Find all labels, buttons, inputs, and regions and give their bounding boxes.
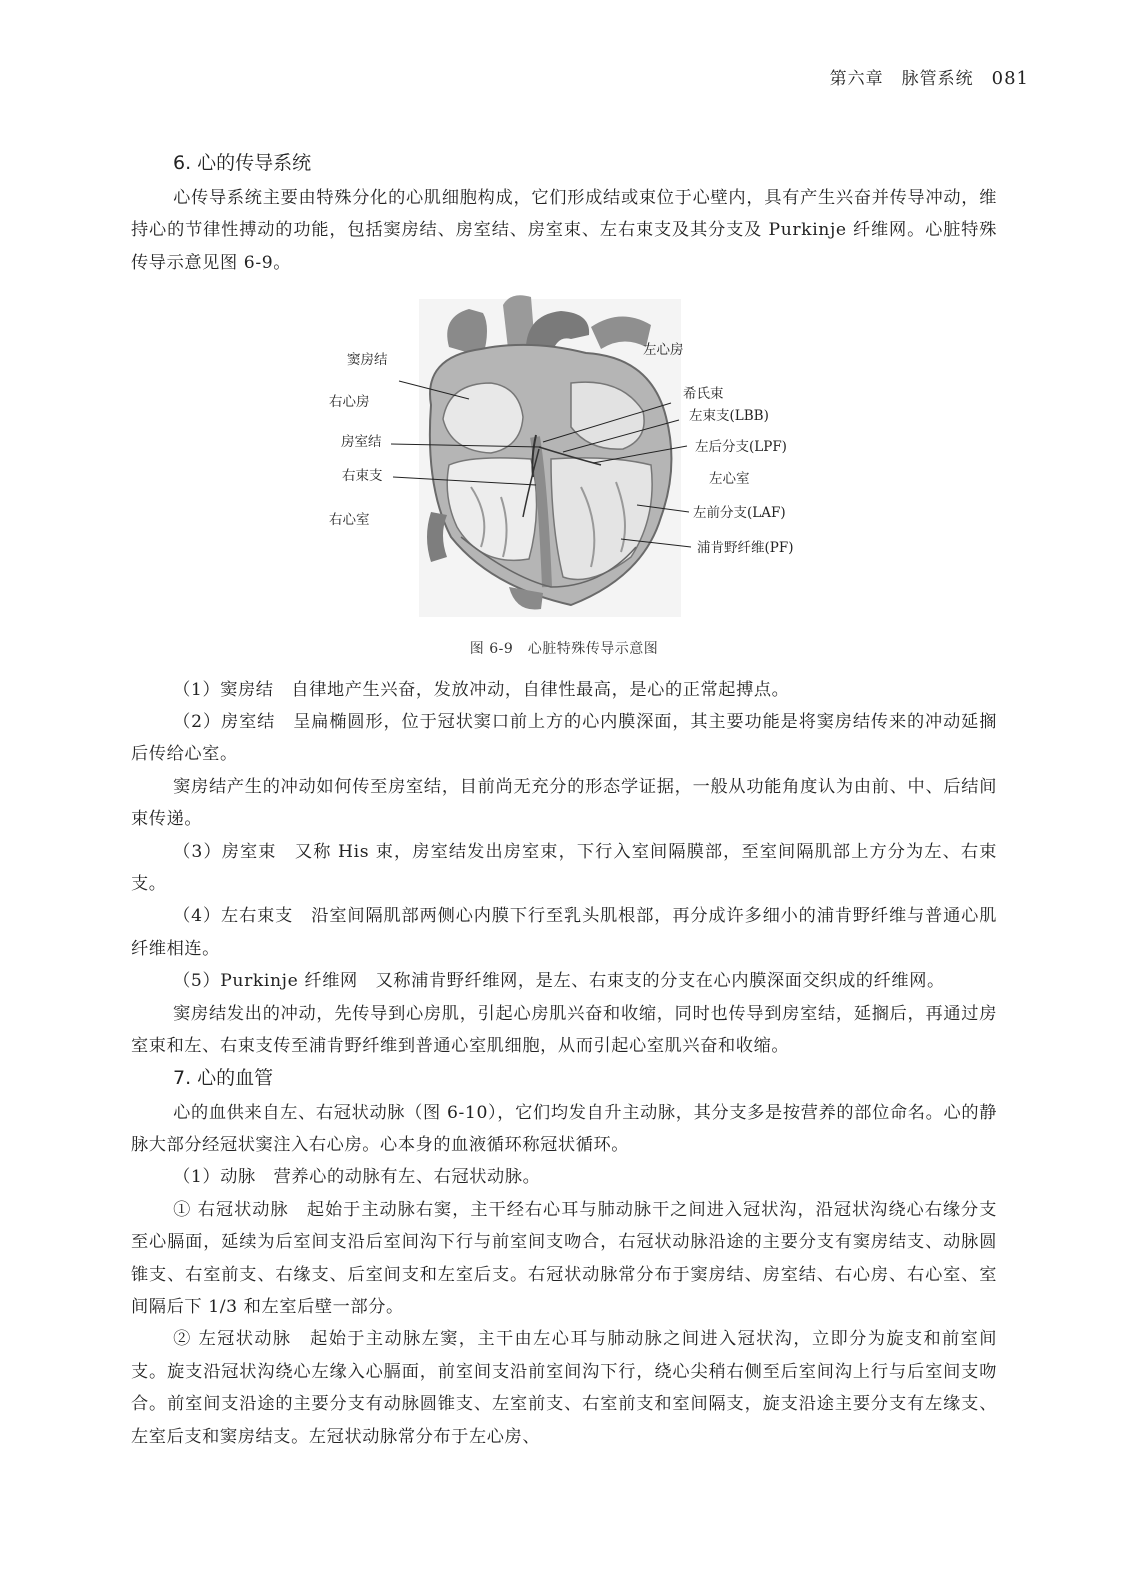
label-left-posterior-fascicle: 左后分支(LPF) bbox=[695, 439, 787, 456]
item-sinoatrial-node bbox=[131, 674, 997, 706]
heart-illustration bbox=[419, 295, 681, 617]
heart-conduction-diagram bbox=[131, 287, 997, 627]
section-heading-vessels: 7. 心的血管 bbox=[173, 1066, 274, 1089]
running-header bbox=[830, 64, 1029, 89]
item-label: （2）房室结 bbox=[173, 712, 276, 733]
page-number: 081 bbox=[991, 68, 1029, 89]
label-right-bundle-branch: 右束支 bbox=[342, 468, 383, 485]
item-label: （1）动脉 bbox=[173, 1167, 256, 1188]
label-left-anterior-fascicle: 左前分支(LAF) bbox=[693, 505, 786, 522]
item-text: 营养心的动脉有左、右冠状动脉。 bbox=[273, 1167, 541, 1188]
item-text: 起始于主动脉右窦，主干经右心耳与肺动脉干之间进入冠状沟，沿冠状沟绕心右缘分支至心膈面，延续为后室间支沿后室间沟下行与前室间支吻合，右冠状动脉沿途的主要分支有窦房结支、动脉圆锥支、右室前支、右缘支、后室间支和左室后支。右冠状动脉常分布于窦房结、房室结、右心房、右心室、室间隔后下 1/3 和左室后壁一部分。 bbox=[131, 1199, 998, 1317]
item-purkinje-network bbox=[131, 965, 997, 997]
vessels-intro: 心的血供来自左、右冠状动脉（图 6-10），它们均发自升主动脉，其分支多是按营养的部位命名。心的静脉大部分经冠状窦注入右心房。心本身的血液循环称冠状循环。 bbox=[131, 1102, 997, 1155]
section-heading-conduction: 6. 心的传导系统 bbox=[173, 152, 312, 174]
item-left-coronary-artery bbox=[131, 1323, 997, 1453]
figure-caption: 图 6-9 心脏特殊传导示意图 bbox=[469, 641, 659, 658]
item-label: （1）窦房结 bbox=[173, 679, 274, 700]
conduction-intro: 心传导系统主要由特殊分化的心肌细胞构成，它们形成结或束位于心壁内，具有产生兴奋并传导冲动，维持心的节律性搏动的功能，包括窦房结、房室结、房室束、左右束支及其分支及 Purkinje 纤维网。心脏特殊传导示意见图 6-9。 bbox=[131, 188, 997, 273]
label-his-bundle: 希氏束 bbox=[683, 386, 724, 403]
item-label: （5）Purkinje 纤维网 bbox=[173, 971, 358, 992]
item-arteries bbox=[131, 1161, 997, 1193]
label-sinoatrial-node: 窦房结 bbox=[347, 352, 388, 369]
item-label: ② 左冠状动脉 bbox=[173, 1329, 292, 1350]
item-text: 起始于主动脉左窦，主干由左心耳与肺动脉之间进入冠状沟，立即分为旋支和前室间支。旋支沿冠状沟绕心左缘入心膈面，前室间支沿前室间沟下行，绕心尖稍右侧至后室间沟上行与后室间支吻合。前室间支沿途的主要分支有动脉圆锥支、左室前支、右室前支和室间隔支，旋支沿途主要分支有左缘支、左室后支和窦房结支。左冠状动脉常分布于左心房、 bbox=[131, 1329, 998, 1447]
item-text: 自律地产生兴奋，发放冲动，自律性最高，是心的正常起搏点。 bbox=[291, 679, 790, 700]
item-his-bundle bbox=[131, 836, 997, 901]
item-text: 又称浦肯野纤维网，是左、右束支的分支在心内膜深面交织成的纤维网。 bbox=[375, 971, 945, 992]
label-left-bundle-branch: 左束支(LBB) bbox=[689, 408, 769, 425]
item-right-coronary-artery bbox=[131, 1194, 997, 1324]
item-av-node bbox=[131, 706, 997, 771]
label-purkinje-fibers: 浦肯野纤维(PF) bbox=[697, 540, 794, 557]
page-body bbox=[131, 148, 997, 1453]
item-label: ① 右冠状动脉 bbox=[173, 1199, 289, 1220]
paragraph-internodal: 窦房结产生的冲动如何传至房室结，目前尚无充分的形态学证据，一般从功能角度认为由前、中、后结间束传递。 bbox=[131, 776, 997, 830]
item-text: 沿室间隔肌部两侧心内膜下行至乳头肌根部，再分成许多细小的浦肯野纤维与普通心肌纤维相连。 bbox=[131, 906, 997, 959]
item-text: 呈扁椭圆形，位于冠状窦口前上方的心内膜深面，其主要功能是将窦房结传来的冲动延搁后传给心室。 bbox=[131, 712, 997, 765]
label-right-atrium: 右心房 bbox=[329, 394, 370, 411]
item-text: 又称 His 束，房室结发出房室束，下行入室间隔膜部，至室间隔肌部上方分为左、右束支。 bbox=[131, 841, 997, 895]
figure-6-9 bbox=[131, 287, 997, 627]
item-label: （3）房室束 bbox=[173, 841, 277, 862]
paragraph-conduction-summary: 窦房结发出的冲动，先传导到心房肌，引起心房肌兴奋和收缩，同时也传导到房室结，延搁后，再通过房室束和左、右束支传至浦肯野纤维到普通心室肌细胞，从而引起心室肌兴奋和收缩。 bbox=[131, 1003, 997, 1057]
label-right-ventricle: 右心室 bbox=[329, 512, 370, 529]
item-label: （4）左右束支 bbox=[173, 906, 294, 927]
item-bundle-branches bbox=[131, 900, 997, 965]
label-av-node: 房室结 bbox=[341, 434, 382, 451]
label-left-ventricle: 左心室 bbox=[709, 471, 750, 488]
label-left-atrium: 左心房 bbox=[643, 342, 684, 359]
chapter-title: 第六章 脉管系统 bbox=[829, 69, 974, 89]
